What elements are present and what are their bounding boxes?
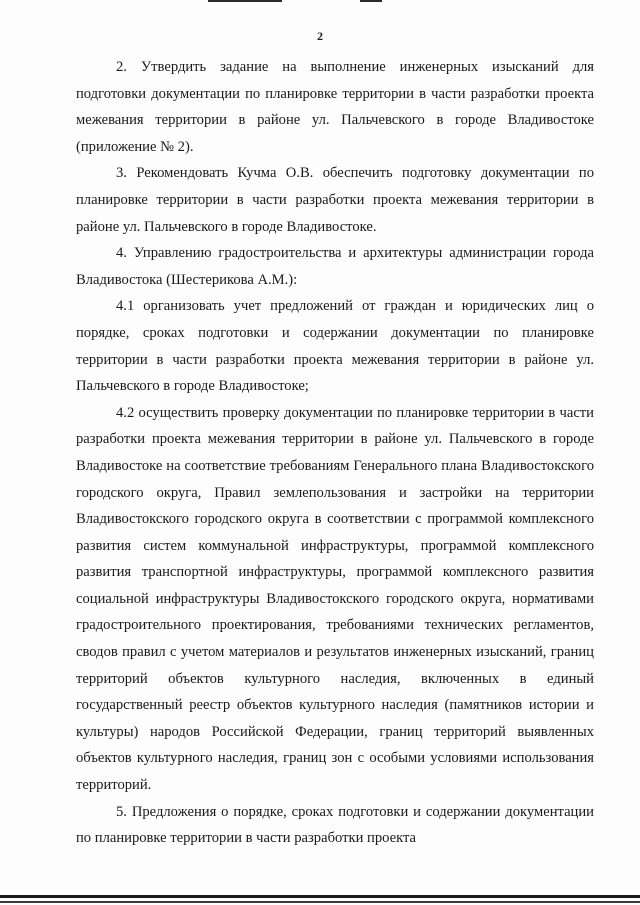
page-number: 2 xyxy=(317,29,323,43)
top-edge-mark xyxy=(360,0,382,2)
top-edge-mark xyxy=(208,0,282,2)
document-body xyxy=(76,54,594,852)
paragraph-item-5: 5. Предложения о порядке, сроках подготовки и содержании документации по планировке территории в части разработки проекта xyxy=(76,803,594,847)
paragraph-item-4: 4. Управлению градостроительства и архитектуры администрации города Владивостока (Шестерикова А.М.): xyxy=(76,245,594,288)
paragraph-item-4-1: 4.1 организовать учет предложений от граждан и юридических лиц о порядке, сроках подготовки и содержании документации по планировке территории в части разработки проекта межевания территории в районе ул. Пальчевского в городе Владивостоке; xyxy=(76,298,594,395)
scan-bottom-edge xyxy=(0,895,640,898)
paragraph-item-3: 3. Рекомендовать Кучма О.В. обеспечить подготовку документации по планировке территории в части разработки проекта межевания территории в районе ул. Пальчевского в городе Владивостоке. xyxy=(76,165,594,235)
scan-bottom-edge-line xyxy=(0,901,640,903)
paragraph-item-4-2: 4.2 осуществить проверку документации по планировке территории в части разработки проекта межевания территории в районе ул. Пальчевского в городе Владивостоке на соответствие требованиям Генерального плана Владивостокского городского округа, Правил землепользования и застройки на территории Владивостокского городского округа в соответствии с программой комплексного развития систем коммунальной инфраструктуры, программой комплексного развития транспортной инфраструктуры, программой комплексного развития социальной инфраструктуры Владивостокского городского округа, нормативами градостроительного проектирования, требованиями технических регламентов, сводов правил с учетом материалов и результатов инженерных изысканий, границ территорий объектов культурного наследия, включенных в единый государственный реестр объектов культурного наследия (памятников истории и культуры) народов Российской Федерации, границ территорий выявленных объектов культурного наследия, границ зон с особыми условиями использования территорий. xyxy=(76,404,594,794)
paragraph-item-2: 2. Утвердить задание на выполнение инженерных изысканий для подготовки документации по планировке территории в части разработки проекта межевания территории в районе ул. Пальчевского в городе Владивостоке (приложение № 2). xyxy=(76,59,594,155)
